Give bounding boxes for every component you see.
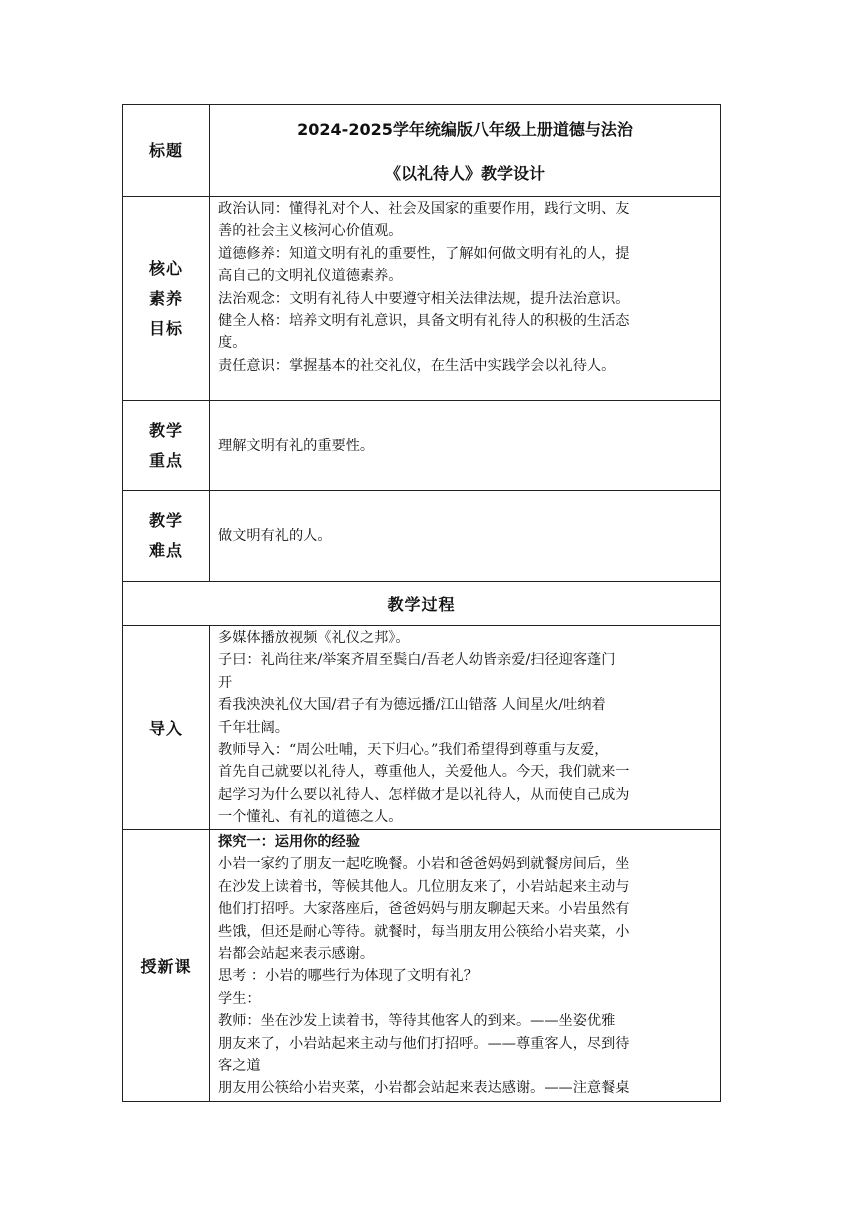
new-lesson-line: 岩都会站起来表示感谢。 <box>218 946 375 963</box>
title-row <box>123 105 721 197</box>
core-goals-label: 核心 素养 目标 <box>123 197 210 401</box>
difficult-point-label: 教学 难点 <box>123 491 210 582</box>
new-lesson-line: 教师：坐在沙发上读着书，等待其他客人的到来。——坐姿优雅 <box>218 1013 616 1030</box>
new-lesson-line: 朋友用公筷给小岩夹菜，小岩都会站起来表达感谢。——注意餐桌 <box>218 1080 630 1097</box>
intro-line: 看我泱泱礼仪大国/君子有为德远播/江山错落 人间星火/吐纳着 <box>218 697 606 714</box>
core-goal-line: 责任意识：掌握基本的社交礼仪，在生活中实践学会以礼待人。 <box>218 357 616 374</box>
new-lesson-line: 些饿，但还是耐心等待。就餐时，每当朋友用公筷给小岩夹菜，小 <box>218 923 630 940</box>
key-point-content: 理解文明有礼的重要性。 <box>210 401 721 491</box>
title-label: 标题 <box>123 105 210 197</box>
intro-line: 起学习为什么要以礼待人、怎样做才是以礼待人，从而使自己成为 <box>218 786 630 803</box>
new-lesson-line: 思考 ：小岩的哪些行为体现了文明有礼？ <box>218 968 478 985</box>
core-goal-line: 善的社会主义核河心价值观。 <box>218 223 403 240</box>
new-lesson-line: 在沙发上读着书，等候其他人。几位朋友来了，小岩站起来主动与 <box>218 878 630 895</box>
intro-label: 导入 <box>123 626 210 830</box>
new-lesson-line: 他们打招呼。大家落座后，爸爸妈妈与朋友聊起天来。小岩虽然有 <box>218 901 630 918</box>
new-lesson-line: 学生： <box>218 990 261 1007</box>
intro-line: 子曰：礼尚往来/举案齐眉至鬓白/吾老人幼皆亲爱/扫径迎客蓬门 <box>218 652 616 669</box>
intro-line: 首先自己就要以礼待人，尊重他人，关爱他人。今天，我们就来一 <box>218 764 630 781</box>
intro-line: 多媒体播放视频《礼仪之邦》。 <box>218 630 410 646</box>
intro-row <box>123 626 721 830</box>
core-goal-line: 法治观念：文明有礼待人中要遵守相关法律法规，提升法治意识。 <box>218 290 630 307</box>
new-lesson-line: 小岩一家约了朋友一起吃晚餐。小岩和爸爸妈妈到就餐房间后，坐 <box>218 856 630 873</box>
difficult-point-content: 做文明有礼的人。 <box>210 491 721 582</box>
key-point-row <box>123 401 721 491</box>
new-lesson-content <box>210 830 721 1102</box>
core-goal-line: 健全人格：培养文明有礼意识，具备文明有礼待人的积极的生活态 <box>218 313 630 330</box>
intro-line: 教师导入：“周公吐哺，天下归心。”我们希望得到尊重与友爱， <box>218 742 609 759</box>
new-lesson-line: 客之道 <box>218 1058 261 1075</box>
title-line-2: 《以礼待人》教学设计 <box>384 163 545 183</box>
intro-line: 开 <box>218 674 233 691</box>
intro-line: 一个懂礼、有礼的道德之人。 <box>218 809 403 826</box>
inquiry-heading: 探究一：运用你的经验 <box>218 834 360 850</box>
title-line-1: 2024-2025学年统编版八年级上册道德与法治 <box>297 119 633 139</box>
core-goal-line: 高自己的文明礼仪道德素养。 <box>218 268 403 285</box>
intro-content <box>210 626 721 830</box>
process-heading: 教学过程 <box>123 582 721 626</box>
difficult-point-row <box>123 491 721 582</box>
core-goal-line: 道德修养：知道文明有礼的重要性，了解如何做文明有礼的人，提 <box>218 245 630 262</box>
core-goals-row <box>123 197 721 401</box>
new-lesson-row <box>123 830 721 1102</box>
new-lesson-label: 授新课 <box>123 830 210 1102</box>
core-goal-line: 政治认同：懂得礼对个人、社会及国家的重要作用，践行文明、友 <box>218 201 630 217</box>
key-point-label: 教学 重点 <box>123 401 210 491</box>
core-goal-line: 度。 <box>218 335 247 352</box>
new-lesson-line: 朋友来了，小岩站起来主动与他们打招呼。——尊重客人，尽到待 <box>218 1035 630 1052</box>
lesson-plan-table <box>122 104 721 1102</box>
title-cell <box>210 105 721 197</box>
intro-line: 千年壮阔。 <box>218 719 289 736</box>
core-goals-content <box>210 197 721 401</box>
process-heading-row <box>123 582 721 626</box>
